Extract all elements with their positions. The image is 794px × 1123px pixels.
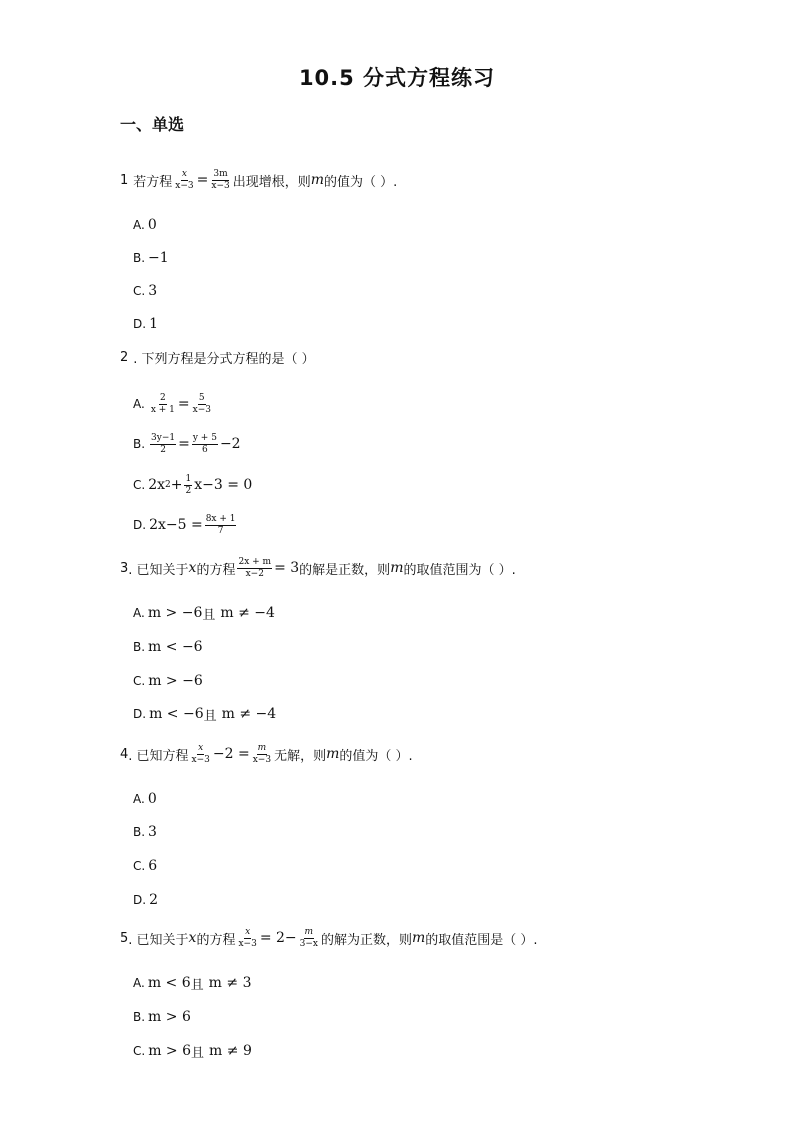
option-c[interactable] (133, 669, 203, 693)
question-text: . 已知关于 (128, 562, 189, 578)
question-text: 的值为（ ）. (339, 748, 413, 764)
denominator: x−3 (175, 180, 194, 191)
option-c[interactable] (133, 279, 157, 303)
question-text: 的解是正数，则 (299, 562, 391, 578)
question-text: 出现增根，则 (232, 174, 311, 190)
question-3 (120, 556, 516, 580)
numerator: 2x + m (238, 556, 272, 567)
question-text: 的解为正数，则 (320, 932, 412, 948)
expression: x−3 = 0 (194, 477, 253, 493)
option-label: C. (133, 674, 146, 688)
option-b[interactable] (133, 820, 157, 844)
fraction (237, 558, 272, 579)
question-number: 4 (120, 746, 129, 762)
fraction (205, 515, 237, 536)
fraction (150, 394, 176, 415)
denominator: 2 (160, 444, 166, 455)
variable: m (412, 930, 426, 946)
variable: m (310, 172, 325, 188)
question-text: 的取值范围为（ ）. (403, 562, 516, 578)
option-value: 3 (148, 283, 158, 299)
option-value: m < −6 (148, 639, 203, 655)
fraction (192, 394, 212, 415)
option-label: D. (133, 317, 147, 331)
question-number: 5 (120, 930, 129, 946)
numerator: 8x + 1 (205, 513, 236, 524)
option-value: −1 (148, 250, 169, 266)
fraction (210, 170, 230, 191)
option-c[interactable] (133, 473, 252, 497)
denominator: x−3 (211, 180, 230, 191)
question-text: . 已知关于 (128, 932, 189, 948)
expression: 2x−5 = (149, 517, 203, 533)
option-label: D. (133, 707, 147, 721)
equals-sign: = (178, 436, 190, 452)
option-a[interactable] (133, 971, 251, 995)
equals-sign: = (177, 396, 190, 412)
variable: x (188, 560, 197, 576)
option-b[interactable] (133, 1005, 191, 1029)
question-text: 无解，则 (274, 748, 327, 764)
equals-sign: = (196, 172, 209, 188)
fraction (299, 928, 319, 949)
option-d[interactable] (133, 312, 158, 336)
fraction (192, 434, 218, 455)
option-c[interactable] (133, 1039, 252, 1063)
option-label: C. (133, 284, 146, 298)
option-label: C. (133, 859, 146, 873)
option-label: D. (133, 518, 147, 532)
fraction (150, 434, 176, 455)
option-value: m < 6 (147, 975, 191, 991)
question-2 (120, 345, 315, 369)
denominator: x−3 (252, 754, 272, 765)
numerator: 5 (198, 392, 205, 403)
option-label: D. (133, 893, 147, 907)
option-value: m ≠ −4 (220, 605, 275, 621)
numerator: x (198, 742, 204, 753)
option-label: B. (133, 437, 146, 451)
question-number: 3 (120, 560, 129, 576)
option-c[interactable] (133, 854, 157, 878)
expression: = 2− (259, 930, 297, 946)
fraction (237, 928, 257, 949)
option-b[interactable] (133, 432, 241, 456)
option-label: C. (133, 1044, 146, 1058)
numerator: m (257, 742, 267, 753)
numerator: 3m (213, 168, 228, 179)
question-text: . 已知方程 (128, 748, 189, 764)
option-label: A. (133, 218, 145, 232)
option-b[interactable] (133, 246, 169, 270)
conjunction: 且 (191, 1045, 205, 1061)
denominator: x−3 (191, 754, 210, 765)
option-label: B. (133, 251, 146, 265)
option-value: m > 6 (148, 1009, 191, 1025)
denominator: 7 (217, 525, 224, 536)
expression: 2x (148, 477, 166, 493)
fraction (252, 744, 272, 765)
option-a[interactable] (133, 601, 275, 625)
option-value: m ≠ 3 (208, 975, 252, 991)
conjunction: 且 (203, 708, 217, 724)
option-a[interactable] (133, 213, 157, 237)
option-value: m > 6 (148, 1043, 192, 1059)
option-value: 1 (149, 316, 158, 332)
option-value: 6 (148, 858, 158, 874)
option-label: B. (133, 825, 146, 839)
denominator: x−3 (238, 938, 257, 949)
question-text: 若方程 (133, 174, 173, 190)
option-d[interactable] (133, 702, 276, 726)
option-value: m > −6 (147, 605, 203, 621)
expression: −2 (219, 436, 241, 452)
variable: m (326, 746, 340, 762)
option-label: C. (133, 478, 146, 492)
numerator: m (304, 926, 314, 937)
option-value: 2 (149, 892, 158, 908)
exponent: 2 (165, 480, 171, 490)
fraction (174, 170, 194, 191)
equals-sign: = 3 (274, 560, 300, 576)
question-text: 的取值范围是（ ）. (425, 932, 538, 948)
page-title: 10.5 分式方程练习 (298, 66, 496, 90)
option-a[interactable] (133, 392, 214, 416)
question-text: 的方程 (196, 932, 236, 948)
option-label: A. (133, 606, 145, 620)
option-value: m > −6 (148, 673, 203, 689)
question-5 (120, 926, 538, 950)
option-label: A. (133, 976, 145, 990)
section-heading: 一、单选 (120, 115, 185, 134)
option-value: 0 (147, 217, 157, 233)
option-label: B. (133, 1010, 146, 1024)
denominator: 3−x (299, 938, 318, 949)
numerator: 2 (159, 392, 166, 403)
option-value: m ≠ 9 (209, 1043, 252, 1059)
question-text: . 下列方程是分式方程的是（ ） (133, 351, 315, 367)
expression: −2 = (212, 746, 250, 762)
denominator: x−3 (192, 404, 211, 415)
variable: x (188, 930, 197, 946)
fraction (191, 744, 211, 765)
plus-sign: + (170, 477, 183, 493)
denominator: x + 1 (150, 404, 175, 415)
numerator: x (181, 168, 187, 179)
option-value: m ≠ −4 (221, 706, 277, 722)
option-value: 3 (148, 824, 157, 840)
option-value: m < −6 (149, 706, 204, 722)
option-d[interactable] (133, 513, 238, 537)
option-a[interactable] (133, 787, 157, 811)
option-value: 0 (147, 791, 157, 807)
conjunction: 且 (190, 977, 204, 993)
numerator: y + 5 (192, 432, 217, 443)
question-text: 的方程 (196, 562, 236, 578)
conjunction: 且 (202, 607, 216, 623)
option-d[interactable] (133, 888, 158, 912)
question-text: 的值为（ ）. (324, 174, 398, 190)
question-1 (120, 168, 397, 192)
option-label: A. (133, 397, 145, 411)
option-b[interactable] (133, 635, 203, 659)
question-number: 2 (120, 349, 129, 365)
question-4 (120, 742, 413, 766)
fraction (184, 475, 192, 496)
question-number: 1 (120, 172, 129, 188)
option-label: A. (133, 792, 145, 806)
numerator: x (245, 926, 251, 937)
numerator: 1 (185, 473, 192, 484)
denominator: 2 (185, 485, 192, 496)
option-label: B. (133, 640, 146, 654)
denominator: x−2 (245, 568, 264, 579)
denominator: 6 (202, 444, 208, 455)
numerator: 3y−1 (151, 432, 176, 443)
variable: m (390, 560, 404, 576)
